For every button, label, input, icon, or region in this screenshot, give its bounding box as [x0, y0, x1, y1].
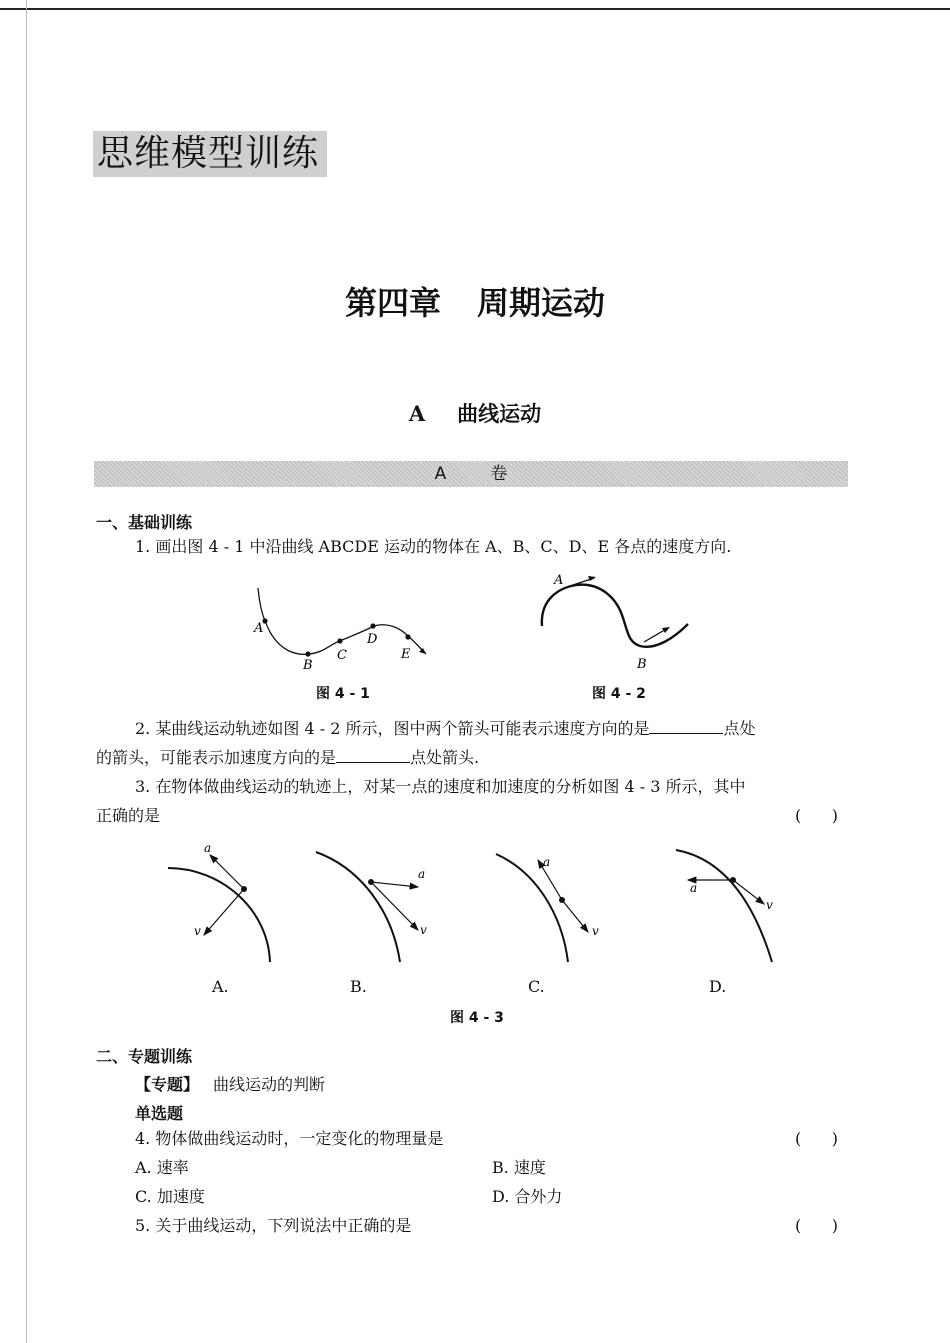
question-4: 4. 物体做曲线运动时，一定变化的物理量是 — [135, 1129, 444, 1148]
chapter-name: 周期运动 — [477, 284, 606, 322]
q2-text-b: 点处 — [723, 719, 756, 738]
arc-b — [316, 852, 400, 962]
fig43-option-a: A. — [212, 977, 229, 996]
label-b-accel: a — [418, 867, 426, 881]
question-5: 5. 关于曲线运动，下列说法中正确的是 — [135, 1216, 412, 1235]
q4-option-a[interactable]: A. 速率 — [135, 1158, 189, 1177]
fig43-option-c: C. — [528, 977, 545, 996]
figure-4-2 — [530, 570, 700, 675]
volume-label: 卷 — [490, 464, 508, 484]
label-e: E — [401, 647, 411, 662]
answer-blank-velocity[interactable] — [649, 719, 723, 734]
label-a: A — [254, 621, 264, 636]
point-e — [405, 634, 410, 639]
option-c-diagram — [496, 854, 599, 962]
part2-heading: 二、专题训练 — [96, 1047, 193, 1066]
label-a: A — [554, 573, 564, 588]
section-title — [0, 398, 950, 428]
answer-blank-acceleration[interactable] — [336, 748, 410, 763]
top-border — [0, 8, 950, 10]
arc-c — [496, 854, 568, 962]
accel-arrow-b — [371, 882, 418, 887]
q4-option-b[interactable]: B. 速度 — [492, 1158, 546, 1177]
answer-parens-q4[interactable]: ( ) — [795, 1129, 838, 1148]
trajectory-curve — [542, 585, 688, 647]
arc-a — [168, 868, 270, 962]
fig43-option-b: B. — [350, 977, 367, 996]
label-c: C — [337, 648, 347, 663]
label-a-velocity: v — [194, 924, 201, 938]
topic-tag: 【专题】 — [135, 1075, 200, 1094]
volume-bar — [94, 461, 848, 487]
figure-4-3 — [160, 840, 800, 970]
figure-4-3-caption: 图 4 - 3 — [450, 1010, 504, 1026]
question-3-line2: 正确的是 — [96, 806, 161, 825]
arrowhead-b — [662, 627, 670, 633]
point-d — [370, 623, 375, 628]
q2-text-c: 的箭头，可能表示加速度方向的是 — [96, 748, 337, 767]
series-banner: 思维模型训练 — [93, 131, 327, 177]
point-c — [337, 638, 342, 643]
label-b-velocity: v — [420, 923, 427, 937]
topic-title: 曲线运动的判断 — [213, 1075, 326, 1094]
velocity-arrow-c — [562, 900, 588, 932]
topic-line — [135, 1072, 325, 1095]
chapter-number: 第四章 — [344, 284, 441, 322]
volume-letter: A — [434, 464, 447, 484]
figure-4-2-caption: 图 4 - 2 — [592, 686, 646, 702]
accel-arrow-a — [210, 855, 244, 889]
label-b: B — [303, 658, 313, 673]
figure-4-1 — [240, 580, 440, 680]
velocity-arrow-a — [204, 889, 244, 935]
point-b — [305, 651, 310, 656]
question-2-line2 — [96, 748, 479, 768]
chapter-title — [0, 278, 950, 324]
q2-text-d: 点处箭头. — [410, 748, 480, 767]
answer-parens-q5[interactable]: ( ) — [795, 1216, 838, 1235]
part1-heading: 一、基础训练 — [96, 513, 193, 532]
curve-abcde — [258, 588, 426, 654]
label-c-velocity: v — [592, 924, 599, 938]
label-c-accel: a — [543, 855, 551, 869]
question-3-line1: 3. 在物体做曲线运动的轨迹上，对某一点的速度和加速度的分析如图 4 - 3 所示，其中 — [135, 777, 746, 796]
option-d-diagram — [676, 850, 773, 962]
figure-4-1-caption: 图 4 - 1 — [316, 686, 370, 702]
label-d-velocity: v — [766, 898, 773, 912]
arc-d — [676, 850, 772, 962]
fig43-option-d: D. — [709, 977, 727, 996]
velocity-arrow-b — [371, 882, 418, 930]
arrow-head — [419, 648, 426, 654]
label-a-accel: a — [204, 841, 212, 855]
label-b: B — [637, 657, 647, 672]
q4-option-d[interactable]: D. 合外力 — [492, 1187, 563, 1206]
answer-parens-q3[interactable]: ( ) — [795, 806, 838, 825]
left-margin-line — [26, 0, 27, 1343]
velocity-arrow-d — [733, 880, 764, 904]
option-b-diagram — [316, 852, 427, 962]
option-a-diagram — [168, 841, 270, 962]
section-letter: A — [408, 401, 426, 426]
label-d: D — [367, 632, 378, 647]
section-name: 曲线运动 — [457, 401, 542, 426]
question-2-line1 — [135, 719, 755, 739]
q2-text-a: 2. 某曲线运动轨迹如图 4 - 2 所示，图中两个箭头可能表示速度方向的是 — [135, 719, 650, 738]
label-d-accel: a — [690, 881, 698, 895]
q4-option-c[interactable]: C. 加速度 — [135, 1187, 205, 1206]
question-1: 1. 画出图 4 - 1 中沿曲线 ABCDE 运动的物体在 A、B、C、D、E 各点的速度方向. — [135, 537, 732, 556]
single-choice-heading: 单选题 — [135, 1104, 184, 1123]
